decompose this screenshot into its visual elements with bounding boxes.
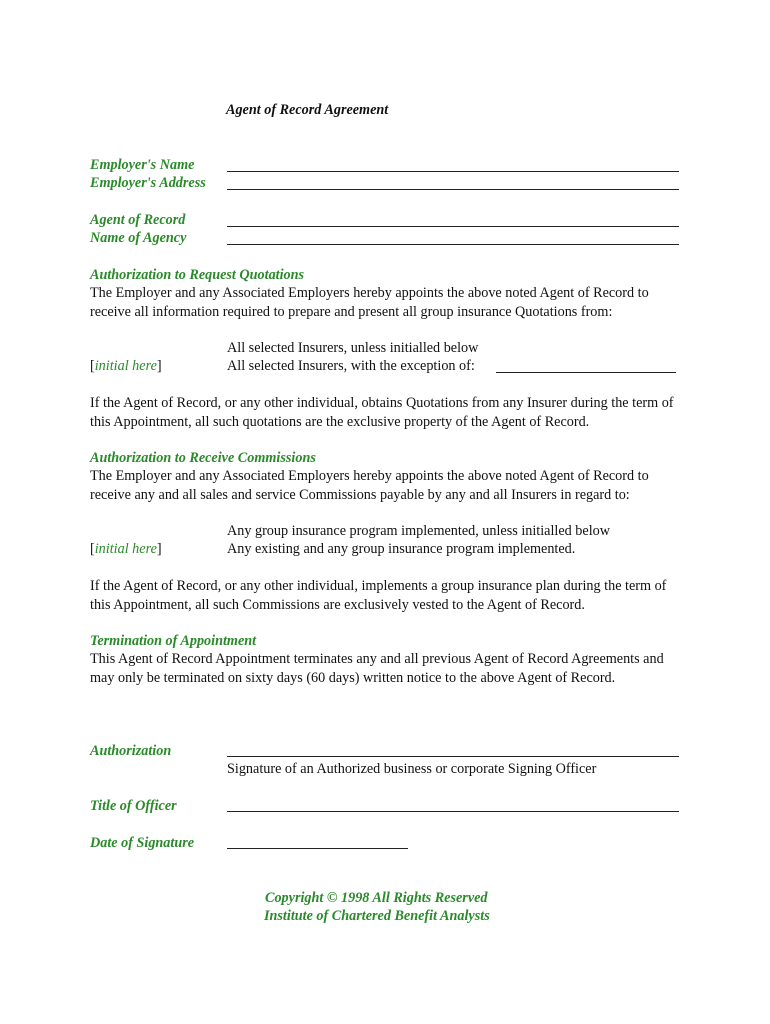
institute-line: Institute of Chartered Benefit Analysts — [264, 908, 490, 924]
signature-caption: Signature of an Authorized business or corporate Signing Officer — [227, 761, 597, 777]
commissions-option-1: Any group insurance program implemented, unless initialled below — [227, 523, 610, 539]
exception-insurers-field[interactable] — [496, 372, 676, 373]
name-of-agency-label: Name of Agency — [90, 230, 187, 246]
quotations-option-1: All selected Insurers, unless initialled below — [227, 340, 479, 356]
date-of-signature-field[interactable] — [227, 848, 408, 849]
agent-of-record-label: Agent of Record — [90, 212, 186, 228]
commissions-closing: If the Agent of Record, or any other individual, implements a group insurance plan during the term of this Appointment, all such Commissions are exclusively vested to the Agent of Record. — [90, 578, 667, 613]
quotations-initial-label: [initial here] — [90, 358, 162, 374]
initial-here-text: initial here — [94, 358, 157, 374]
termination-heading: Termination of Appointment — [90, 633, 257, 649]
initial-here-text: initial here — [94, 541, 157, 557]
commissions-initial-label: [initial here] — [90, 541, 162, 557]
employer-address-label: Employer's Address — [90, 175, 206, 191]
title-of-officer-label: Title of Officer — [90, 798, 177, 814]
commissions-body: The Employer and any Associated Employers hereby appoints the above noted Agent of Record to receive any and all sales and service Commissions payable by any and all Insurers in regard to: — [90, 468, 649, 503]
employer-name-field[interactable] — [227, 171, 679, 172]
quotations-option-2: All selected Insurers, with the exception of: — [227, 358, 475, 374]
signature-field[interactable] — [227, 756, 679, 757]
name-of-agency-field[interactable] — [227, 244, 679, 245]
termination-body: This Agent of Record Appointment terminates any and all previous Agent of Record Agreements and may only be terminated on sixty days (60 days) written notice to the above Agent of Record. — [90, 651, 664, 686]
quotations-heading: Authorization to Request Quotations — [90, 267, 305, 283]
commissions-option-2: Any existing and any group insurance program implemented. — [227, 541, 576, 557]
employer-name-label: Employer's Name — [90, 157, 195, 173]
copyright-line: Copyright © 1998 All Rights Reserved — [265, 890, 488, 906]
document-title: Agent of Record Agreement — [226, 102, 389, 118]
date-of-signature-label: Date of Signature — [90, 835, 195, 851]
employer-address-field[interactable] — [227, 189, 679, 190]
agent-of-record-field[interactable] — [227, 226, 679, 227]
quotations-body: The Employer and any Associated Employers hereby appoints the above noted Agent of Record to receive all information required to prepare and present all group insurance Quotations from: — [90, 285, 649, 320]
commissions-heading: Authorization to Receive Commissions — [90, 450, 316, 466]
quotations-closing: If the Agent of Record, or any other individual, obtains Quotations from any Insurer during the term of this Appointment, all such quotations are the exclusive property of the Agent of Record. — [90, 395, 674, 430]
authorization-label: Authorization — [90, 743, 172, 759]
title-of-officer-field[interactable] — [227, 811, 679, 812]
